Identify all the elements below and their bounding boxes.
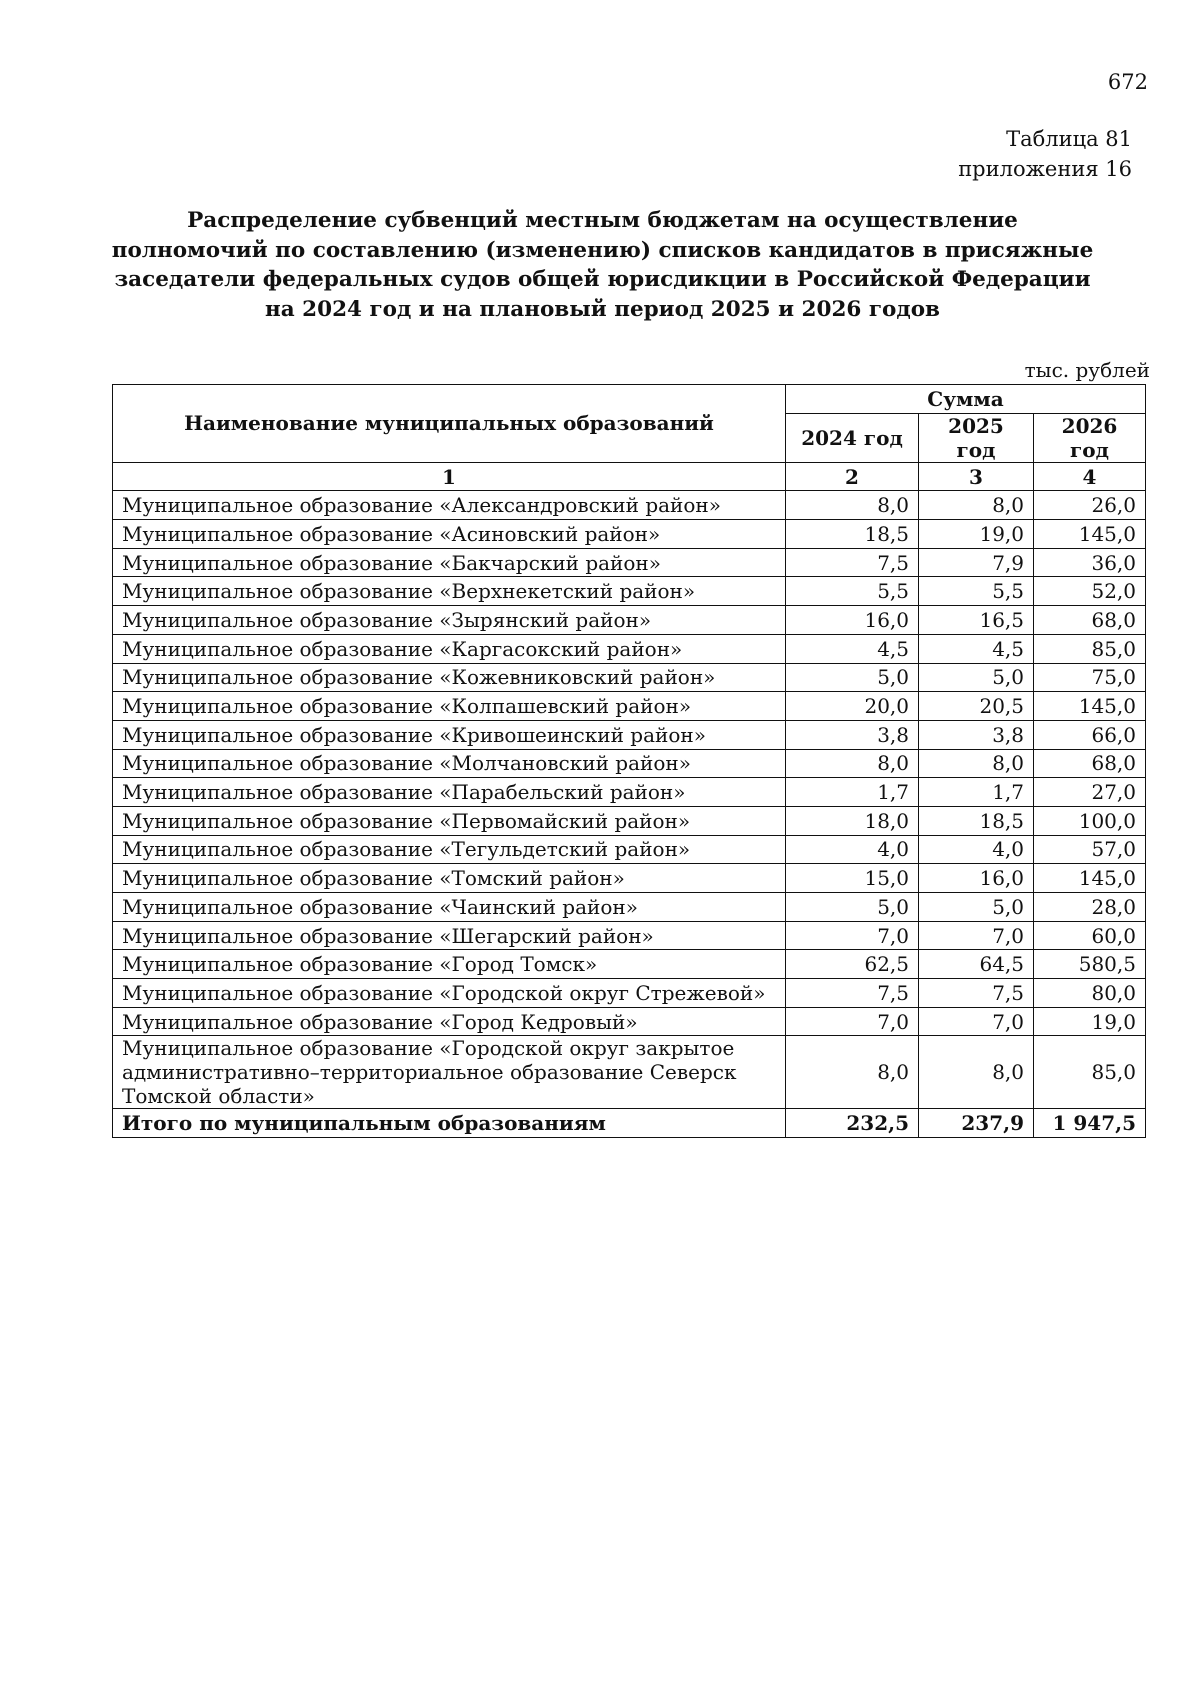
table-row [113, 1036, 1146, 1109]
column-number: 1 [113, 462, 786, 491]
value-2024: 7,5 [786, 979, 919, 1008]
units-label: тыс. рублей [1024, 358, 1150, 382]
value-2024: 5,5 [786, 577, 919, 606]
value-2025: 4,5 [919, 634, 1034, 663]
value-2024: 1,7 [786, 778, 919, 807]
value-2024: 8,0 [786, 491, 919, 520]
value-2025: 8,0 [919, 1036, 1034, 1109]
table-row [113, 749, 1146, 778]
value-2025: 5,0 [919, 663, 1034, 692]
value-2024: 5,0 [786, 663, 919, 692]
municipality-name: Муниципальное образование «Каргасокский район» [113, 634, 786, 663]
municipality-name: Муниципальное образование «Кожевниковский район» [113, 663, 786, 692]
value-2024: 8,0 [786, 749, 919, 778]
table-row [113, 634, 1146, 663]
value-2024: 8,0 [786, 1036, 919, 1109]
value-2026: 580,5 [1034, 950, 1146, 979]
table-row [113, 778, 1146, 807]
appendix-reference [958, 124, 1132, 184]
value-2025: 8,0 [919, 491, 1034, 520]
table-row [113, 606, 1146, 635]
value-2026: 52,0 [1034, 577, 1146, 606]
value-2026: 145,0 [1034, 692, 1146, 721]
value-2024: 7,5 [786, 548, 919, 577]
value-2025: 7,5 [919, 979, 1034, 1008]
municipality-name: Муниципальное образование «Шегарский район» [113, 921, 786, 950]
value-2026: 27,0 [1034, 778, 1146, 807]
municipality-name: Муниципальное образование «Зырянский район» [113, 606, 786, 635]
value-2025: 7,0 [919, 1007, 1034, 1036]
value-2025: 7,0 [919, 921, 1034, 950]
value-2024: 18,5 [786, 520, 919, 549]
value-2025: 3,8 [919, 720, 1034, 749]
value-2025: 4,0 [919, 835, 1034, 864]
municipality-name: Муниципальное образование «Колпашевский район» [113, 692, 786, 721]
value-2026: 19,0 [1034, 1007, 1146, 1036]
municipality-name: Муниципальное образование «Парабельский район» [113, 778, 786, 807]
municipality-name: Муниципальное образование «Город Кедровый» [113, 1007, 786, 1036]
municipality-name: Муниципальное образование «Первомайский район» [113, 806, 786, 835]
column-number: 4 [1034, 462, 1146, 491]
header-year-2025: 2025 год [919, 413, 1034, 462]
value-2026: 68,0 [1034, 749, 1146, 778]
table-row [113, 921, 1146, 950]
value-2025: 16,5 [919, 606, 1034, 635]
value-2024: 20,0 [786, 692, 919, 721]
value-2024: 3,8 [786, 720, 919, 749]
appendix-label: приложения 16 [958, 157, 1132, 181]
value-2025: 5,5 [919, 577, 1034, 606]
table-label: Таблица 81 [1006, 127, 1132, 151]
municipality-name: Муниципальное образование «Бакчарский район» [113, 548, 786, 577]
municipality-name: Муниципальное образование «Тегульдетский район» [113, 835, 786, 864]
table-body [113, 491, 1146, 1109]
header-sum-group: Сумма [786, 385, 1146, 414]
municipality-name: Муниципальное образование «Молчановский район» [113, 749, 786, 778]
value-2024: 62,5 [786, 950, 919, 979]
table-row [113, 577, 1146, 606]
value-2026: 85,0 [1034, 634, 1146, 663]
municipality-name: Муниципальное образование «Томский район» [113, 864, 786, 893]
table-row [113, 864, 1146, 893]
value-2025: 1,7 [919, 778, 1034, 807]
table-row [113, 520, 1146, 549]
value-2025: 18,5 [919, 806, 1034, 835]
subvention-table [112, 384, 1146, 1138]
column-number: 3 [919, 462, 1034, 491]
value-2025: 20,5 [919, 692, 1034, 721]
municipality-name: Муниципальное образование «Город Томск» [113, 950, 786, 979]
value-2025: 8,0 [919, 749, 1034, 778]
header-year-2024: 2024 год [786, 413, 919, 462]
header-year-2026: 2026 год [1034, 413, 1146, 462]
value-2026: 100,0 [1034, 806, 1146, 835]
column-number: 2 [786, 462, 919, 491]
total-2025: 237,9 [919, 1109, 1034, 1138]
table-row [113, 1007, 1146, 1036]
table-row [113, 692, 1146, 721]
total-row [113, 1109, 1146, 1138]
municipality-name: Муниципальное образование «Городской округ закрытое административно–территориальное образование Северск Томской области» [113, 1036, 786, 1109]
total-label: Итого по муниципальным образованиям [113, 1109, 786, 1138]
value-2024: 7,0 [786, 921, 919, 950]
document-title: Распределение субвенций местным бюджетам на осуществление полномочий по составлению (изменению) списков кандидатов в присяжные заседатели федеральных судов общей юрисдикции в Российской Федерации на 2024 год и на плановый период 2025 и 2026 годов [111, 208, 1094, 322]
table-row [113, 893, 1146, 922]
value-2026: 36,0 [1034, 548, 1146, 577]
value-2025: 64,5 [919, 950, 1034, 979]
value-2026: 75,0 [1034, 663, 1146, 692]
page-number: 672 [1107, 70, 1148, 94]
value-2025: 16,0 [919, 864, 1034, 893]
municipality-name: Муниципальное образование «Чаинский район» [113, 893, 786, 922]
value-2026: 57,0 [1034, 835, 1146, 864]
header-name-column: Наименование муниципальных образований [113, 385, 786, 463]
value-2024: 18,0 [786, 806, 919, 835]
value-2026: 28,0 [1034, 893, 1146, 922]
value-2026: 68,0 [1034, 606, 1146, 635]
value-2026: 145,0 [1034, 864, 1146, 893]
value-2024: 4,5 [786, 634, 919, 663]
value-2026: 145,0 [1034, 520, 1146, 549]
table-row [113, 950, 1146, 979]
municipality-name: Муниципальное образование «Кривошеинский район» [113, 720, 786, 749]
value-2025: 19,0 [919, 520, 1034, 549]
value-2026: 80,0 [1034, 979, 1146, 1008]
value-2024: 4,0 [786, 835, 919, 864]
table-row [113, 720, 1146, 749]
value-2026: 60,0 [1034, 921, 1146, 950]
value-2024: 7,0 [786, 1007, 919, 1036]
table-row [113, 806, 1146, 835]
municipality-name: Муниципальное образование «Верхнекетский район» [113, 577, 786, 606]
total-2026: 1 947,5 [1034, 1109, 1146, 1138]
municipality-name: Муниципальное образование «Асиновский район» [113, 520, 786, 549]
value-2024: 15,0 [786, 864, 919, 893]
value-2026: 85,0 [1034, 1036, 1146, 1109]
value-2026: 26,0 [1034, 491, 1146, 520]
table-row [113, 979, 1146, 1008]
value-2024: 5,0 [786, 893, 919, 922]
table-row [113, 835, 1146, 864]
value-2025: 7,9 [919, 548, 1034, 577]
total-2024: 232,5 [786, 1109, 919, 1138]
table-row [113, 548, 1146, 577]
municipality-name: Муниципальное образование «Городской округ Стрежевой» [113, 979, 786, 1008]
table-row [113, 491, 1146, 520]
municipality-name: Муниципальное образование «Александровский район» [113, 491, 786, 520]
value-2026: 66,0 [1034, 720, 1146, 749]
value-2025: 5,0 [919, 893, 1034, 922]
value-2024: 16,0 [786, 606, 919, 635]
table-row [113, 663, 1146, 692]
